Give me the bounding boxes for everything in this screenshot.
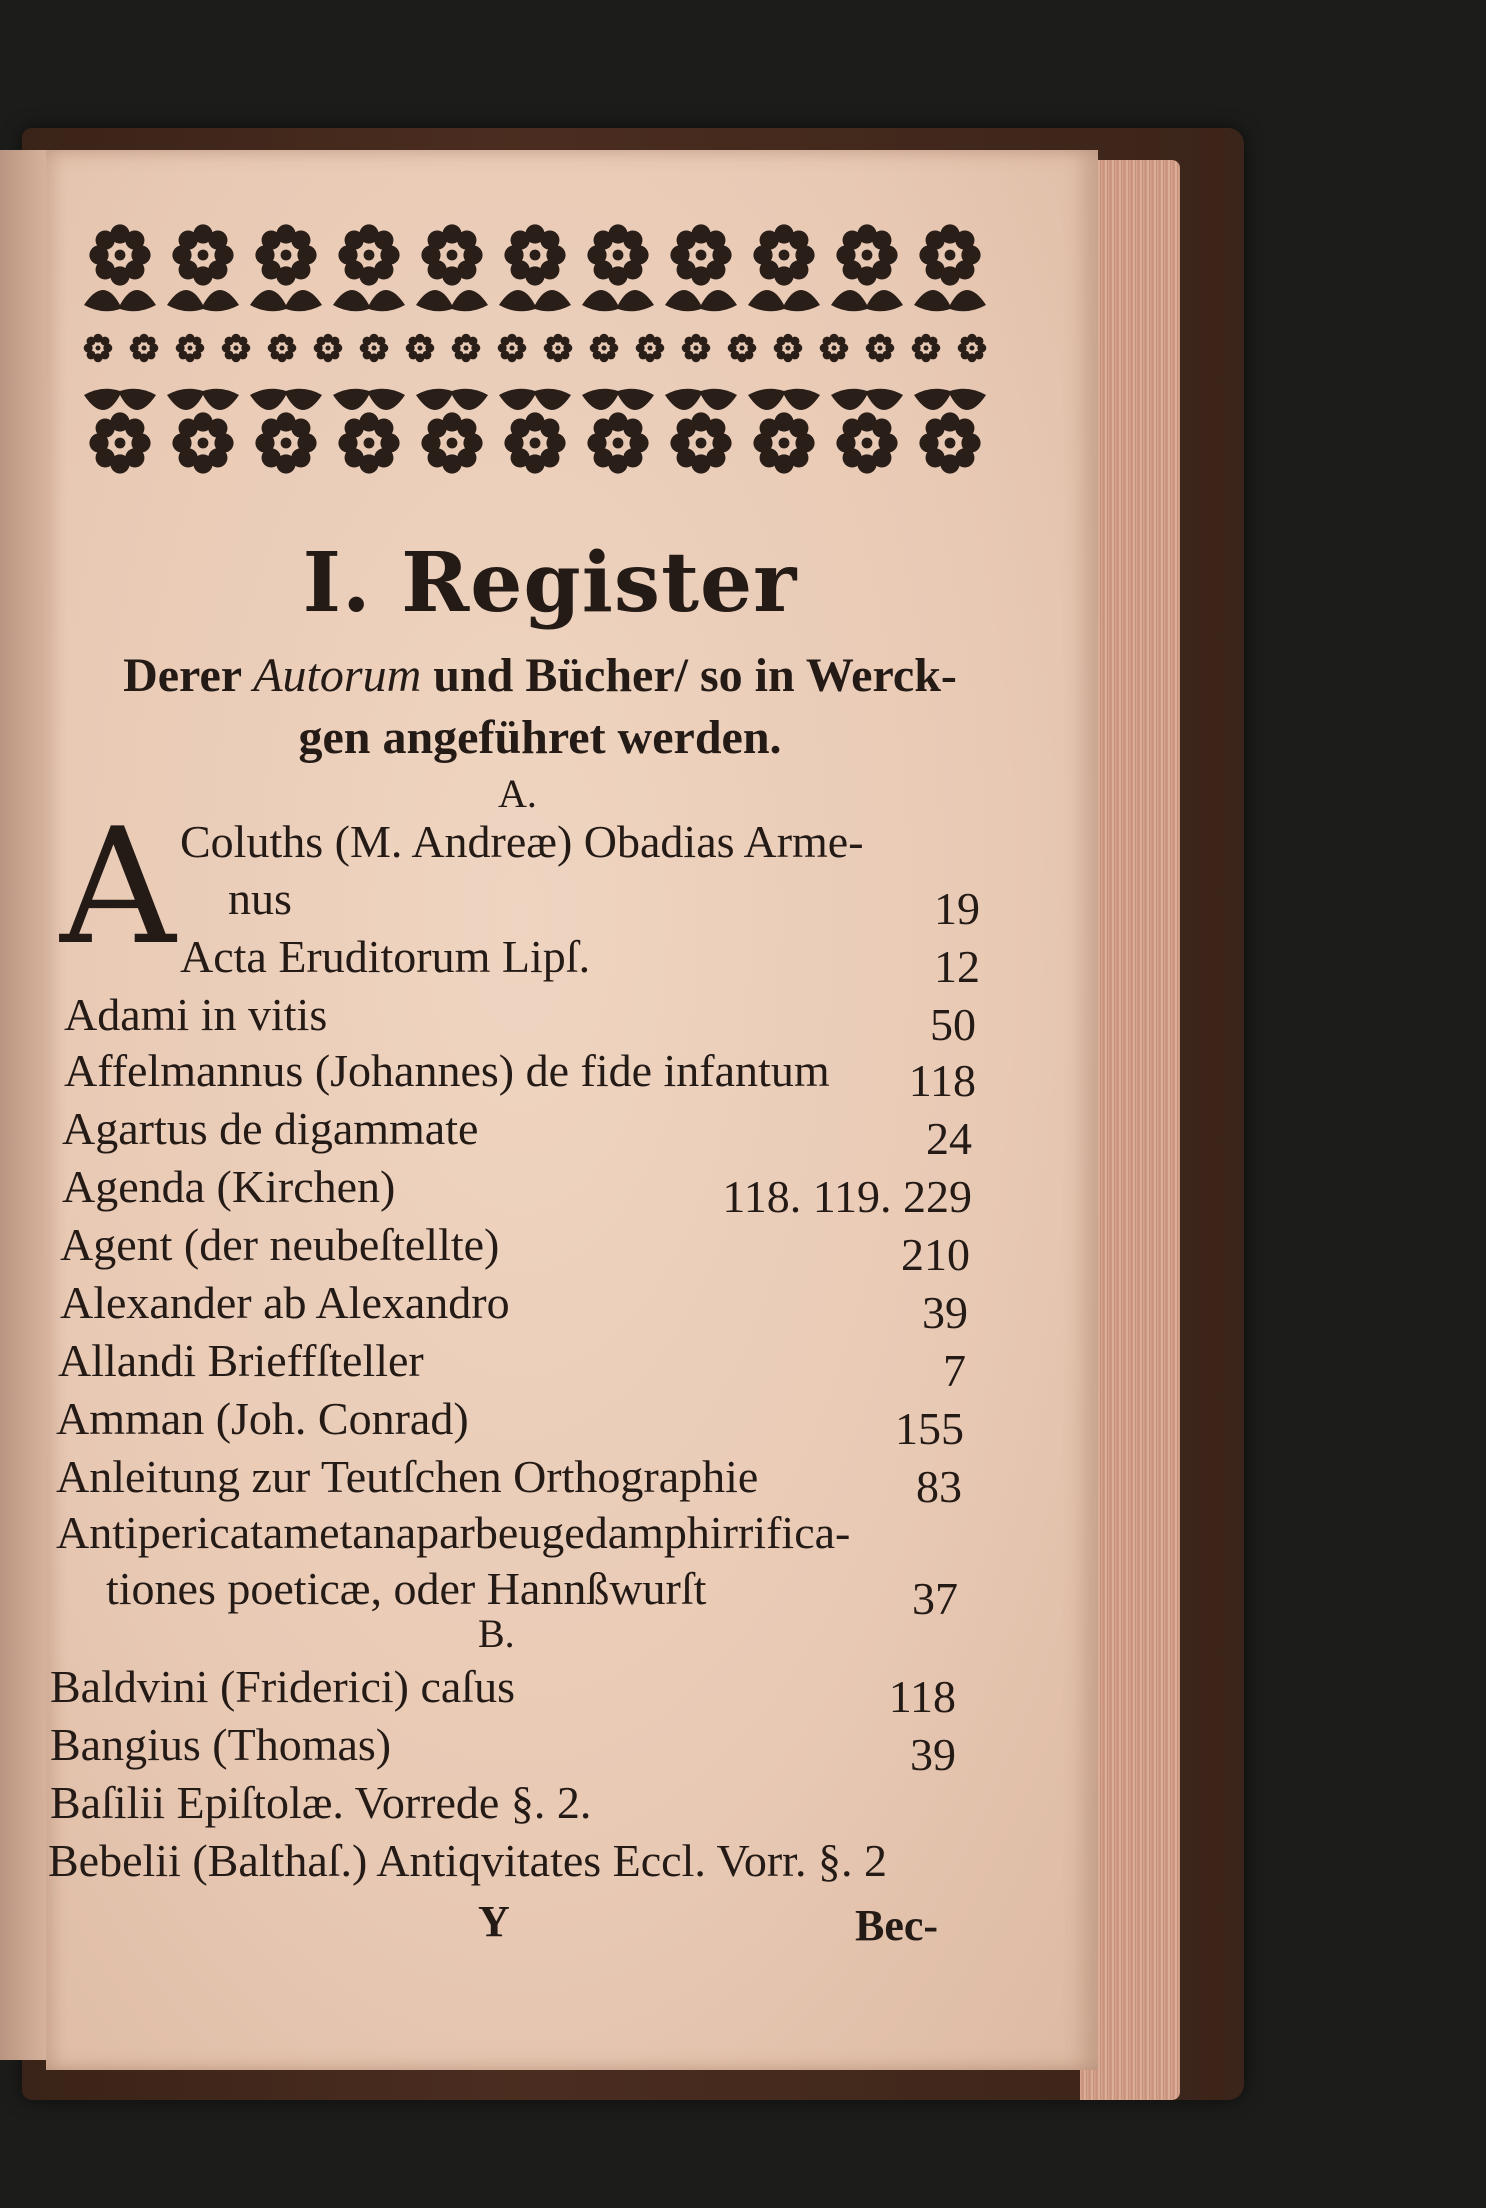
entry-text: Affelmannus (Johannes) de fide infantum <box>64 1045 830 1096</box>
subtitle-part2: und Bücher/ so in Werck- <box>433 649 957 702</box>
list-item <box>62 1160 972 1220</box>
entry-page: 50 <box>930 999 976 1050</box>
entry-page: 37 <box>912 1573 958 1624</box>
list-item <box>56 1450 962 1510</box>
entry-text: Adami in vitis <box>64 989 328 1040</box>
list-item <box>64 988 976 1048</box>
list-item <box>64 1044 976 1104</box>
entry-page: 210 <box>901 1229 970 1280</box>
entry-page: 155 <box>895 1403 964 1454</box>
entry-page: 19 <box>934 883 980 934</box>
list-item <box>50 1776 956 1836</box>
subtitle-line2: gen angeführet werden. <box>298 711 782 764</box>
list-item <box>50 1660 956 1720</box>
entry-page: 7 <box>943 1345 966 1396</box>
list-item <box>60 1218 970 1278</box>
entry-page: 39 <box>922 1287 968 1338</box>
list-item <box>180 930 980 990</box>
entry-text: Coluths (M. Andreæ) Obadias Arme- <box>180 816 864 867</box>
entry-text: tiones poeticæ, oder Hannßwurſt <box>106 1563 707 1614</box>
list-item <box>48 1834 954 1894</box>
facing-page-edge <box>0 150 48 2060</box>
entry-text: Amman (Joh. Conrad) <box>56 1393 469 1444</box>
entry-text: Bangius (Thomas) <box>50 1719 392 1770</box>
list-item <box>50 1718 956 1778</box>
subtitle-italic: Autorum <box>253 649 422 702</box>
list-item <box>60 1276 968 1336</box>
signature-mark: Y <box>478 1897 510 1946</box>
list-item <box>58 1334 966 1394</box>
entry-page: 118 <box>888 1671 956 1722</box>
entry-text: Agenda (Kirchen) <box>62 1161 396 1212</box>
entry-page: 83 <box>916 1461 962 1512</box>
section-heading-a: A. <box>498 771 537 816</box>
entry-text: nus <box>228 873 292 924</box>
dropcap: A <box>60 793 176 980</box>
list-item <box>56 1506 962 1566</box>
entry-text: Anleitung zur Teutſchen Orthographie <box>56 1451 759 1502</box>
entry-text: Agent (der neubeſtellte) <box>60 1219 500 1270</box>
entry-page: 12 <box>934 941 980 992</box>
list-item <box>228 872 980 932</box>
entry-page: 118 <box>908 1055 976 1106</box>
entry-page: 24 <box>926 1113 972 1164</box>
section-heading-b: B. <box>478 1611 515 1656</box>
entry-page: 39 <box>910 1729 956 1780</box>
entry-text: Agartus de digammate <box>62 1103 479 1154</box>
ornamental-border-icon <box>78 215 988 485</box>
entry-text: Allandi Brieffſteller <box>58 1335 424 1386</box>
catchword: Bec- <box>855 1901 939 1950</box>
subtitle-part1: Derer <box>123 649 242 702</box>
page-title: I. Register <box>302 535 798 631</box>
entry-page: 118. 119. 229 <box>722 1171 972 1222</box>
entry-text: Bebelii (Balthaſ.) Antiqvitates Eccl. Vorr. §. 2 <box>48 1835 887 1886</box>
entry-text: Alexander ab Alexandro <box>60 1277 510 1328</box>
list-item <box>180 815 980 875</box>
page-subtitle <box>70 645 1010 769</box>
list-item <box>106 1562 958 1622</box>
list-item <box>62 1102 972 1162</box>
list-item <box>56 1392 964 1452</box>
entry-text: Baſilii Epiſtolæ. Vorrede §. 2. <box>50 1777 592 1828</box>
entry-text: Antipericatametanaparbeugedamphirrifica- <box>56 1507 851 1558</box>
entry-text: Baldvini (Friderici) caſus <box>50 1661 515 1712</box>
entry-text: Acta Eruditorum Lipſ. <box>180 931 591 982</box>
